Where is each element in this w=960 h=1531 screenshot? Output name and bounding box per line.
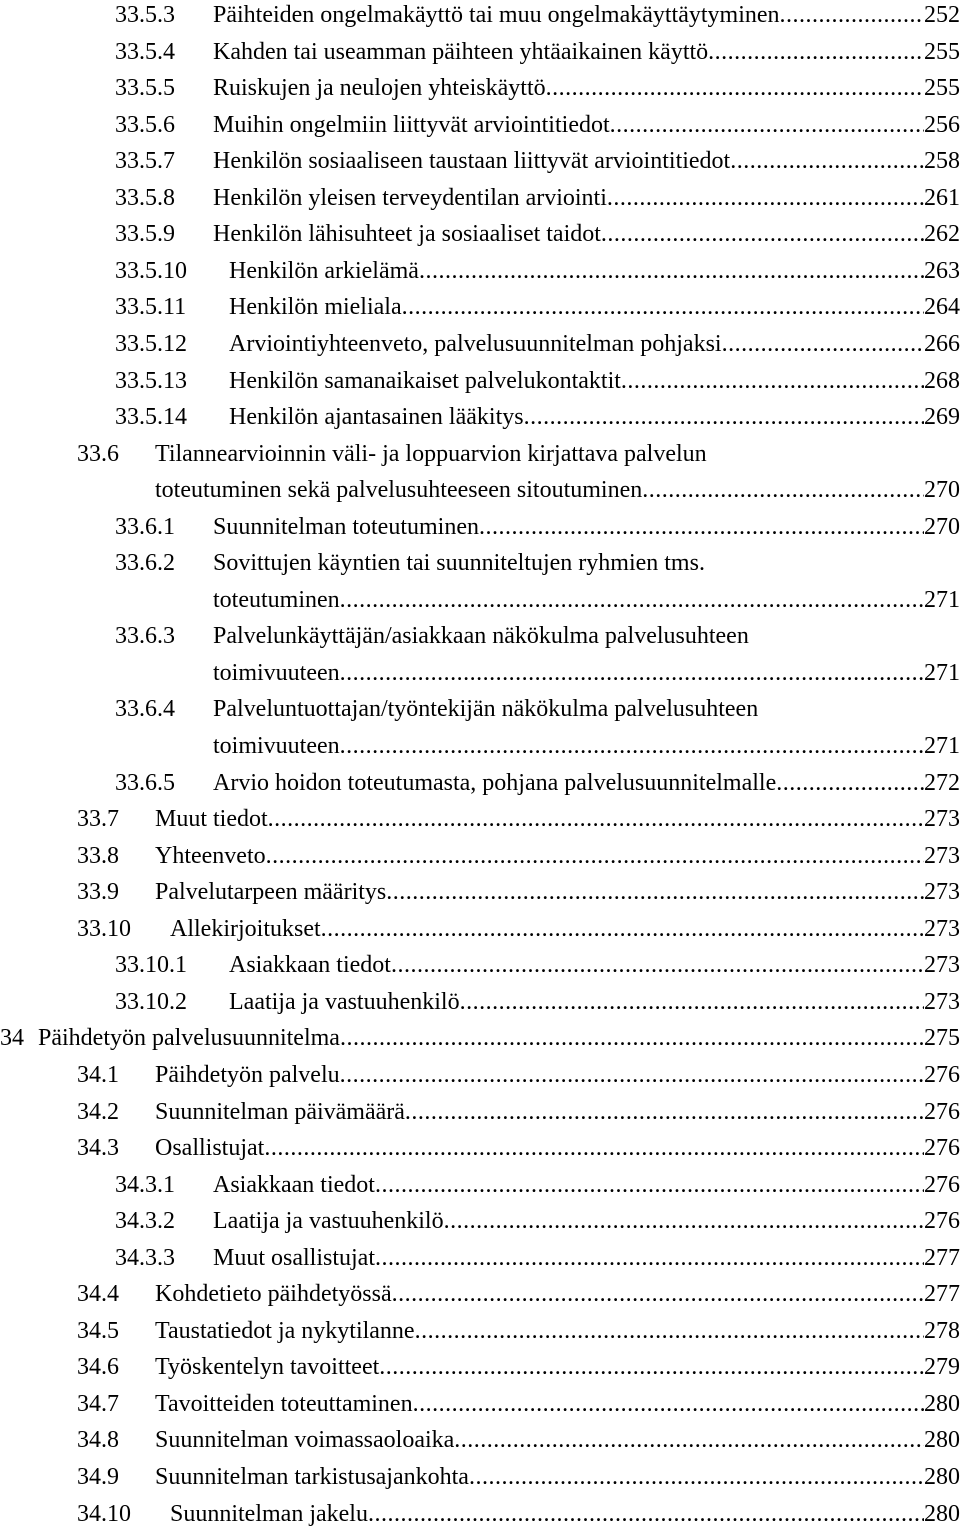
- toc-entry[interactable]: [0, 254, 960, 288]
- toc-entry[interactable]: [0, 656, 960, 690]
- dot-leader: [340, 729, 924, 763]
- toc-entry-number: 34: [0, 1025, 24, 1052]
- toc-entry-title: Henkilön mieliala: [229, 294, 402, 321]
- toc-entry-number: 33.6.2: [115, 550, 175, 577]
- dot-leader: [780, 0, 924, 32]
- toc-entry-number: 34.2: [77, 1098, 119, 1125]
- toc-entry-page: 280: [924, 1500, 960, 1527]
- toc-entry-title: Laatija ja vastuuhenkilö: [229, 988, 460, 1015]
- toc-entry[interactable]: [0, 1460, 960, 1494]
- toc-entry-page: 270: [924, 477, 960, 504]
- dot-leader: [730, 144, 924, 178]
- toc-entry-page: 262: [924, 221, 960, 248]
- toc-entry-page: 271: [924, 659, 960, 686]
- toc-entry[interactable]: [0, 290, 960, 324]
- dot-leader: [264, 1131, 924, 1165]
- dot-leader: [469, 1460, 924, 1494]
- dot-leader: [546, 71, 924, 105]
- toc-entry-title: Henkilön samanaikaiset palvelukontaktit: [229, 367, 621, 394]
- toc-entry-number: 34.7: [77, 1390, 119, 1417]
- toc-entry-title: Suunnitelman tarkistusajankohta: [155, 1464, 469, 1490]
- toc-entry-title: Arvio hoidon toteutumasta, pohjana palvelusuunnitelmalle: [213, 769, 777, 796]
- toc-entry-title: Tilannearvioinnin väli- ja loppuarvion kirjattava palvelun: [155, 440, 707, 467]
- toc-entry-page: 276: [924, 1171, 960, 1198]
- toc-entry-page: 255: [924, 38, 960, 65]
- toc-entry-page: 270: [924, 513, 960, 540]
- toc-entry-page: 271: [924, 586, 960, 613]
- toc-entry[interactable]: [0, 71, 960, 105]
- toc-entry-page: 276: [924, 1061, 960, 1088]
- toc-entry-title: Yhteenveto: [155, 842, 266, 869]
- toc-entry[interactable]: [0, 108, 960, 142]
- dot-leader: [402, 290, 924, 324]
- toc-entry-title: Ruiskujen ja neulojen yhteiskäyttö: [213, 75, 546, 102]
- toc-entry-page: 273: [924, 842, 960, 869]
- toc-entry[interactable]: [0, 839, 960, 873]
- toc-entry-page: 275: [924, 1025, 960, 1052]
- dot-leader: [607, 181, 924, 215]
- dot-leader: [444, 1204, 924, 1238]
- toc-entry[interactable]: [0, 437, 960, 471]
- toc-entry-page: 280: [924, 1427, 960, 1454]
- toc-entry-title: Muihin ongelmiin liittyvät arviointitiedot: [213, 111, 610, 138]
- toc-entry-number: 34.4: [77, 1281, 119, 1308]
- toc-entry-number: 33.5.10: [115, 257, 187, 284]
- toc-entry-number: 33.6.1: [115, 513, 175, 540]
- toc-entry-number: 34.3.1: [115, 1171, 175, 1198]
- toc-entry-title: toimivuuteen: [213, 659, 340, 686]
- toc-entry-page: 263: [924, 257, 960, 284]
- toc-entry-number: 33.5.7: [115, 148, 175, 175]
- dot-leader: [601, 217, 924, 251]
- toc-entry[interactable]: [0, 802, 960, 836]
- toc-entry[interactable]: [0, 510, 960, 544]
- dot-leader: [479, 510, 924, 544]
- toc-entry-title: Kohdetieto päihdetyössä: [155, 1281, 392, 1308]
- toc-entry-title: Taustatiedot ja nykytilanne: [155, 1317, 415, 1344]
- toc-entry-number: 33.5.8: [115, 184, 175, 211]
- dot-leader: [419, 254, 924, 288]
- toc-entry-number: 33.6: [77, 440, 119, 467]
- dot-leader: [321, 912, 924, 946]
- toc-entry-title: Henkilön sosiaaliseen taustaan liittyvät arviointitiedot: [213, 148, 731, 175]
- toc-entry-page: 261: [924, 184, 960, 211]
- toc-entry-page: 276: [924, 1135, 960, 1162]
- toc-entry-number: 34.3.3: [115, 1244, 175, 1271]
- toc-entry[interactable]: [0, 1021, 960, 1055]
- toc-entry-page: 255: [924, 75, 960, 102]
- dot-leader: [268, 802, 924, 836]
- toc-entry-number: 33.8: [77, 842, 119, 869]
- toc-entry-page: 264: [924, 294, 960, 321]
- dot-leader: [708, 35, 924, 69]
- dot-leader: [340, 1058, 924, 1092]
- toc-entry-number: 33.6.5: [115, 769, 175, 796]
- toc-entry-page: 271: [924, 733, 960, 759]
- toc-entry-page: 273: [924, 806, 960, 833]
- toc-entry-number: 33.10.1: [115, 952, 187, 979]
- toc-entry-title: Palvelunkäyttäjän/asiakkaan näkökulma palvelusuhteen: [213, 623, 749, 650]
- dot-leader: [642, 473, 924, 507]
- toc-entry-number: 33.5.13: [115, 367, 187, 394]
- toc-entry[interactable]: [0, 35, 960, 69]
- toc-entry[interactable]: [0, 912, 960, 946]
- toc-entry[interactable]: [0, 400, 960, 434]
- dot-leader: [368, 1497, 924, 1531]
- toc-entry[interactable]: [0, 619, 960, 653]
- toc-entry-title: Asiakkaan tiedot: [229, 952, 391, 979]
- toc-entry-title: Arviointiyhteenveto, palvelusuunnitelman pohjaksi: [229, 330, 722, 357]
- toc-entry[interactable]: [0, 948, 960, 982]
- toc-entry-page: 277: [924, 1244, 960, 1271]
- dot-leader: [386, 875, 924, 909]
- toc-entry-title: Palveluntuottajan/työntekijän näkökulma palvelusuhteen: [213, 696, 759, 723]
- toc-entry-page: 276: [924, 1208, 960, 1235]
- toc-entry[interactable]: [0, 0, 960, 32]
- toc-entry-page: 273: [924, 915, 960, 942]
- toc-entry-title: Asiakkaan tiedot: [213, 1171, 375, 1198]
- dot-leader: [391, 948, 924, 982]
- dot-leader: [340, 656, 924, 690]
- dot-leader: [340, 583, 924, 617]
- dot-leader: [375, 1168, 924, 1202]
- toc-entry[interactable]: [0, 364, 960, 398]
- toc-entry-number: 33.6.4: [115, 696, 175, 723]
- toc-entry-title: Laatija ja vastuuhenkilö: [213, 1208, 444, 1235]
- toc-entry-page: 273: [924, 879, 960, 906]
- toc-entry-number: 34.8: [77, 1427, 119, 1454]
- toc-entry-number: 33.5.6: [115, 111, 175, 138]
- toc-entry-title: Henkilön ajantasainen lääkitys: [229, 404, 524, 431]
- toc-entry-number: 33.5.3: [115, 2, 175, 28]
- dot-leader: [266, 839, 924, 873]
- toc-entry-number: 33.5.9: [115, 221, 175, 248]
- dot-leader: [460, 985, 924, 1019]
- dot-leader: [392, 1277, 924, 1311]
- toc-entry-page: 278: [924, 1317, 960, 1344]
- toc-entry[interactable]: [0, 729, 960, 763]
- dot-leader: [375, 1241, 924, 1275]
- toc-entry-title: Työskentelyn tavoitteet: [155, 1354, 380, 1381]
- toc-entry[interactable]: [0, 1204, 960, 1238]
- toc-entry-page: 268: [924, 367, 960, 394]
- dot-leader: [405, 1095, 924, 1129]
- toc-entry[interactable]: [0, 1241, 960, 1275]
- toc-entry-title: Suunnitelman voimassaoloaika: [155, 1427, 455, 1454]
- toc-entry-number: 33.6.3: [115, 623, 175, 650]
- toc-entry-title: Päihdetyön palvelusuunnitelma: [38, 1025, 340, 1052]
- toc-entry-title: Henkilön arkielämä: [229, 257, 419, 284]
- toc-entry-title: Päihdetyön palvelu: [155, 1061, 340, 1088]
- toc-entry-page: 277: [924, 1281, 960, 1308]
- toc-entry-title: toteutuminen: [213, 586, 340, 613]
- toc-entry-title: Tavoitteiden toteuttaminen: [155, 1390, 413, 1417]
- toc-entry[interactable]: [0, 1497, 960, 1531]
- toc-entry-number: 34.6: [77, 1354, 119, 1381]
- toc-entry-number: 34.3: [77, 1135, 119, 1162]
- toc-entry-title: toteutuminen sekä palvelusuhteeseen sitoutuminen: [155, 477, 643, 504]
- toc-entry[interactable]: [0, 1131, 960, 1165]
- toc-entry-title: Muut tiedot: [155, 806, 268, 833]
- toc-entry-page: 279: [924, 1354, 960, 1381]
- toc-entry-number: 33.10: [77, 915, 131, 942]
- toc-entry-number: 34.5: [77, 1317, 119, 1344]
- toc-entry-number: 33.5.11: [115, 294, 187, 321]
- toc-entry-number: 34.10: [77, 1500, 131, 1527]
- toc-entry-title: Suunnitelman jakelu: [170, 1500, 368, 1527]
- toc-entry-title: Suunnitelman toteutuminen: [213, 513, 479, 540]
- toc-entry-title: Allekirjoitukset: [170, 915, 321, 942]
- toc-entry[interactable]: [0, 1168, 960, 1202]
- toc-entry[interactable]: [0, 473, 960, 507]
- toc-entry-title: Päihteiden ongelmakäyttö tai muu ongelmakäyttäytyminen: [213, 2, 780, 28]
- toc-entry-number: 33.10.2: [115, 988, 187, 1015]
- toc-entry-title: Sovittujen käyntien tai suunniteltujen ryhmien tms.: [213, 550, 705, 577]
- toc-entry-number: 34.9: [77, 1464, 119, 1490]
- toc-entry-number: 33.5.4: [115, 38, 175, 65]
- toc-entry[interactable]: [0, 1350, 960, 1384]
- dot-leader: [621, 364, 924, 398]
- dot-leader: [454, 1423, 924, 1457]
- toc-entry[interactable]: [0, 327, 960, 361]
- toc-entry[interactable]: [0, 583, 960, 617]
- toc-entry-page: 273: [924, 988, 960, 1015]
- toc-entry[interactable]: [0, 1423, 960, 1457]
- dot-leader: [413, 1387, 924, 1421]
- toc-entry-number: 33.5.5: [115, 75, 175, 102]
- toc-entry[interactable]: [0, 546, 960, 580]
- dot-leader: [524, 400, 924, 434]
- toc-entry-title: Henkilön lähisuhteet ja sosiaaliset taidot: [213, 221, 601, 248]
- toc-entry-title: Osallistujat: [155, 1135, 265, 1162]
- toc-entry[interactable]: [0, 1095, 960, 1129]
- toc-entry-page: 269: [924, 404, 960, 431]
- dot-leader: [610, 108, 924, 142]
- toc-entry-page: 252: [924, 2, 960, 28]
- toc-entry-number: 34.3.2: [115, 1208, 175, 1235]
- toc-entry-number: 33.7: [77, 806, 119, 833]
- toc-entry[interactable]: [0, 985, 960, 1019]
- toc-entry-title: Kahden tai useamman päihteen yhtäaikainen käyttö: [213, 38, 709, 65]
- toc-entry-page: 280: [924, 1464, 960, 1490]
- toc-entry[interactable]: [0, 766, 960, 800]
- toc-entry[interactable]: [0, 1387, 960, 1421]
- toc-entry-page: 273: [924, 952, 960, 979]
- toc-entry-page: 276: [924, 1098, 960, 1125]
- toc-entry-page: 266: [924, 330, 960, 357]
- toc-entry-title: toimivuuteen: [213, 733, 340, 759]
- dot-leader: [379, 1350, 924, 1384]
- toc-entry[interactable]: [0, 181, 960, 215]
- toc-entry[interactable]: [0, 217, 960, 251]
- toc-entry-title: Suunnitelman päivämäärä: [155, 1098, 405, 1125]
- toc-entry[interactable]: [0, 1058, 960, 1092]
- toc-entry-number: 33.9: [77, 879, 119, 906]
- toc-entry-page: 256: [924, 111, 960, 138]
- toc-entry[interactable]: [0, 1314, 960, 1348]
- dot-leader: [776, 766, 924, 800]
- toc-entry[interactable]: [0, 875, 960, 909]
- toc-entry-page: 272: [924, 769, 960, 796]
- toc-entry-number: 33.5.12: [115, 330, 187, 357]
- dot-leader: [340, 1021, 924, 1055]
- toc-entry-number: 33.5.14: [115, 404, 187, 431]
- toc-entry-title: Muut osallistujat: [213, 1244, 375, 1271]
- dot-leader: [722, 327, 924, 361]
- toc-entry[interactable]: [0, 1277, 960, 1311]
- toc-entry-title: Palvelutarpeen määritys: [155, 879, 387, 906]
- toc-entry-page: 258: [924, 148, 960, 175]
- toc-entry-number: 34.1: [77, 1061, 119, 1088]
- toc-entry[interactable]: [0, 144, 960, 178]
- toc-entry-title: Henkilön yleisen terveydentilan arviointi: [213, 184, 607, 211]
- dot-leader: [415, 1314, 924, 1348]
- toc-entry[interactable]: [0, 692, 960, 726]
- toc-entry-page: 280: [924, 1390, 960, 1417]
